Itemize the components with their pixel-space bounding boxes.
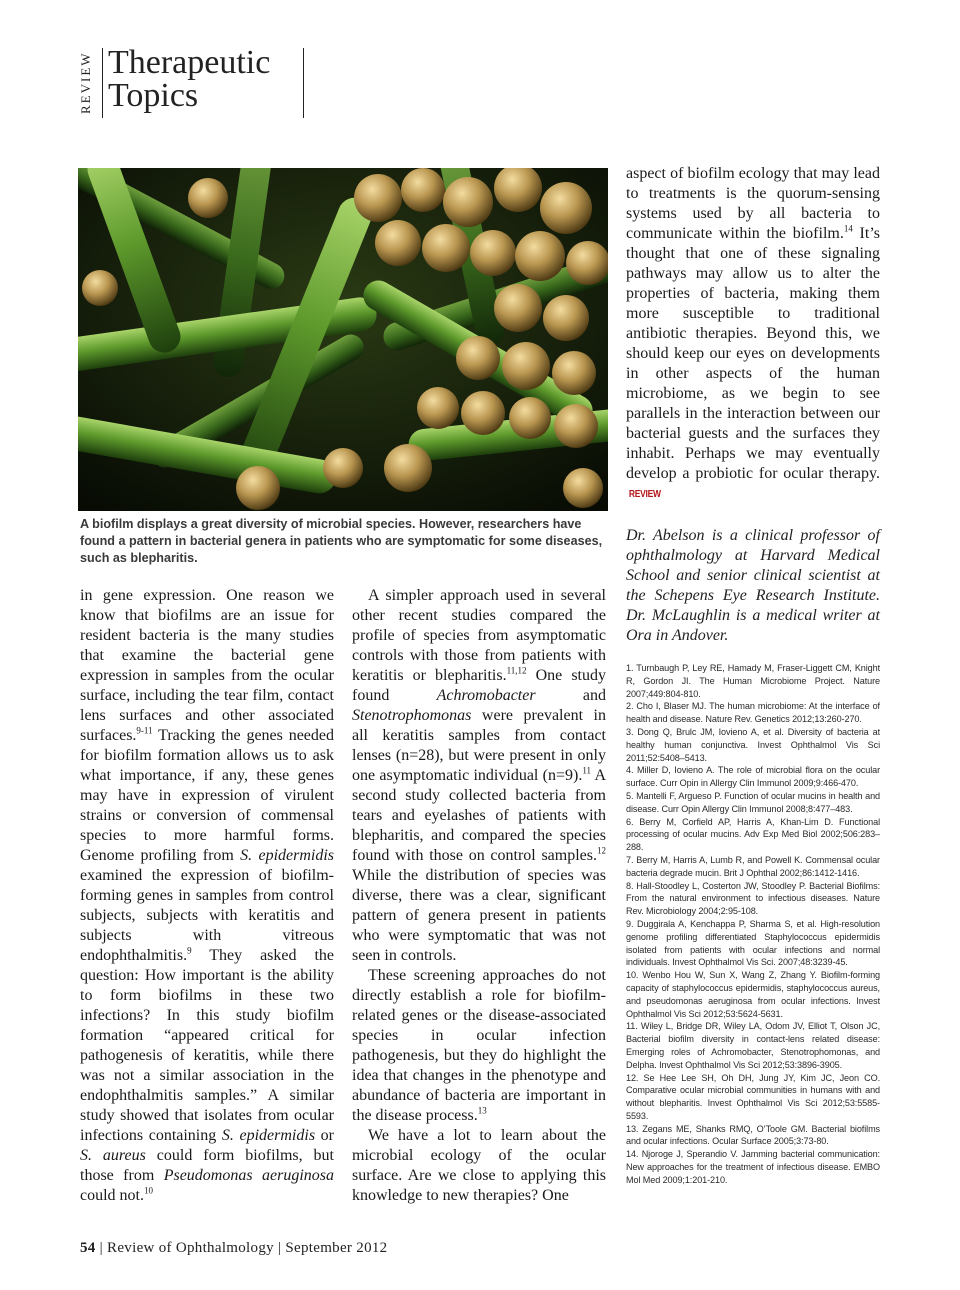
reference-item: 11. Wiley L, Bridge DR, Wiley LA, Odom JV, Elliot T, Olson JC, Bacterial biofilm diversity in contact-lens related disease: Emerging roles of Achromobacter, Stenotrophomonas, and Delpha. Invest Ophthalmol Vis Sci 2012;53:3896-3905. [626,1021,880,1070]
end-of-article-mark: REVIEW [628,489,661,500]
reference-item: 12. Se Hee Lee SH, Oh DH, Jung JY, Kim JC, Jeon CO. Comparative ocular microbial communities in humans with and without blepharitis. Invest Ophthalmol Vis Sci 2012;53:5585-5593. [626,1072,880,1121]
body-column-1 [80,586,334,1206]
reference-item: 6. Berry M, Corfield AP, Harris A, Khan-Lim D. Functional processing of ocular mucins. Adv Exp Med Biol 2002;506:283–288. [626,816,880,853]
page-footer [80,1240,387,1257]
reference-item: 9. Duggirala A, Kenchappa P, Sharma S, et al. High-resolution genome profiling differentiated Staphylococcus epidermidis isolated from patients with ocular infections and normal individuals. Invest Ophthalmol Vis Sci. 2007;48:3239-45. [626,918,880,968]
header-rule-left [102,48,103,118]
footer-separator: | [278,1240,282,1256]
references-list [626,662,880,1187]
biofilm-micrograph [78,168,608,511]
body-column-3 [626,164,880,505]
section-title-line2: Topics [108,77,199,114]
section-title [108,46,270,112]
section-title-line1: Therapeutic [108,44,271,81]
reference-item: 8. Hall-Stoodley L, Costerton JW, Stoodley P. Bacterial Biofilms: From the natural environment to infectious diseases. Nature Rev. Microbiology 2004;2:95-108. [626,880,880,917]
header-rule-right [303,48,304,118]
author-bio: Dr. Abelson is a clinical professor of ophthalmology at Harvard Medical School and senior clinical scientist at the Schepens Eye Research Institute. Dr. McLaughlin is a medical writer at Ora in Andover. [626,527,880,644]
reference-item: 1. Turnbaugh P, Ley RE, Hamady M, Fraser-Liggett CM, Knight R, Gordon JI. The Human Microbiome Project. Nature 2007;449:804-810. [626,663,880,699]
paragraph: We have a lot to learn about the microbial ecology of the ocular surface. Are we close to applying this knowledge to new therapies? One [352,1127,606,1204]
publication-name: Review of Ophthalmology [107,1240,274,1256]
footer-separator: | [99,1240,103,1256]
figure-caption: A biofilm displays a great diversity of microbial species. However, researchers have found a pattern in bacterial genera in patients who are symptomatic for some diseases, such as blepharitis. [80,517,603,565]
reference-item: 4. Miller D, Iovieno A. The role of microbial flora on the ocular surface. Curr Opin in Allergy Clin Immunol 2009;9:466-470. [626,765,880,789]
reference-item: 5. Mantelli F, Argueso P. Function of ocular mucins in health and disease. Curr Opin Allergy Clin Immunol 2008;8:477–483. [626,790,880,814]
reference-item: 7. Berry M, Harris A, Lumb R, and Powell K. Commensal ocular bacteria degrade mucin. Brit J Ophthal 2002;86:1412-1416. [626,854,880,878]
paragraph: aspect of biofilm ecology that may lead to treatments is the quorum-sensing systems used by all bacteria to communicate within the biofilm.$^{14}$ It’s thought that one of these signaling pathways may allow us to alter the properties of bacteria, making them more susceptible to traditional antibiotic therapies. Beyond this, we should keep our eyes on developments in other aspects of the human microbiome, as we begin to see parallels in the interaction between our bacterial guests and the surfaces they inhabit. Perhaps we may eventually develop a probiotic for ocular therapy. REVIEW [626,164,880,505]
reference-item: 2. Cho I, Blaser MJ. The human microbiome: At the interface of health and disease. Nature Rev. Genetics 2012;13:260-270. [626,701,880,725]
issue-date: September 2012 [285,1240,388,1256]
reference-item: 3. Dong Q, Brulc JM, Iovieno A, et al. Diversity of bacteria at healthy human conjunctiva. Invest Ophthalmol Vis Sci 2011;52:5408–5413. [626,726,880,763]
paragraph: A simpler approach used in several other recent studies compared the profile of species from asymptomatic controls with those from patients with keratitis or blepharitis.$^{11,12}$ One study found Achromobacter and Stenotrophomonas were prevalent in all keratitis samples from contact lenses (n=28), but were present in only one asymptomatic individual (n=9).$^{11}$ A second study collected bacteria from tears and eyelashes of patients with blepharitis, and compared the species found with those on control samples.$^{12}$ While the distribution of species was diverse, there was a clear, significant pattern of genera present in patients who were symptomatic that was not seen in controls. [352,587,607,964]
paragraph: in gene expression. One reason we know that biofilms are an issue for resident bacteria is the many studies that examine the bacterial gene expression in samples from the ocular surface, including the tear film, contact lens surfaces and other associated surfaces.$^{9-11}$ Tracking the genes needed for biofilm formation allows us to ask what importance, if any, these genes may have in expression of virulent strains or conversion of commensal species to more harmful forms. Genome profiling from S. epidermidis examined the expression of biofilm-forming genes in samples from control subjects, subjects with keratitis and subjects with vitreous endophthalmitis.$^9$ They asked the question: How important is the ability to form biofilms in these two infections? In this study biofilm formation “appeared critical for pathogenesis of keratitis, while there was not a similar association in the endophthalmitis samples.” A similar study showed that isolates from ocular infections containing S. epidermidis or S. aureus could form biofilms, but those from Pseudomonas aeruginosa could not.$^{10}$ [80,587,335,1204]
body-column-2 [352,586,606,1206]
page-number: 54 [80,1240,96,1256]
biofilm-illustration [78,168,608,511]
section-tag: REVIEW [78,51,93,115]
paragraph: These screening approaches do not directly establish a role for biofilm-related genes or the disease-associated species in ocular infection pathogenesis, but they do highlight the idea that changes in the phenotype and abundance of bacteria are important in the disease process.$^{13}$ [352,967,606,1124]
reference-item: 13. Zegans ME, Shanks RMQ, O’Toole GM. Bacterial biofilms and ocular infections. Ocular Surface 2005;3:73-80. [626,1123,880,1147]
reference-item: 14. Njoroge J, Sperandio V. Jamming bacterial communication: New approaches for the treatment of infectious disease. EMBO Mol Med 2009;1:201-210. [626,1149,880,1185]
reference-item: 10. Wenbo Hou W, Sun X, Wang Z, Zhang Y. Biofilm-forming capacity of staphylococcus epidermidis, staphylococcus aureus, and pseudomonas aeruginosa from ocular infections. Invest Ophthalmol Vis Sci 2012;53:5624-5631. [626,970,880,1019]
